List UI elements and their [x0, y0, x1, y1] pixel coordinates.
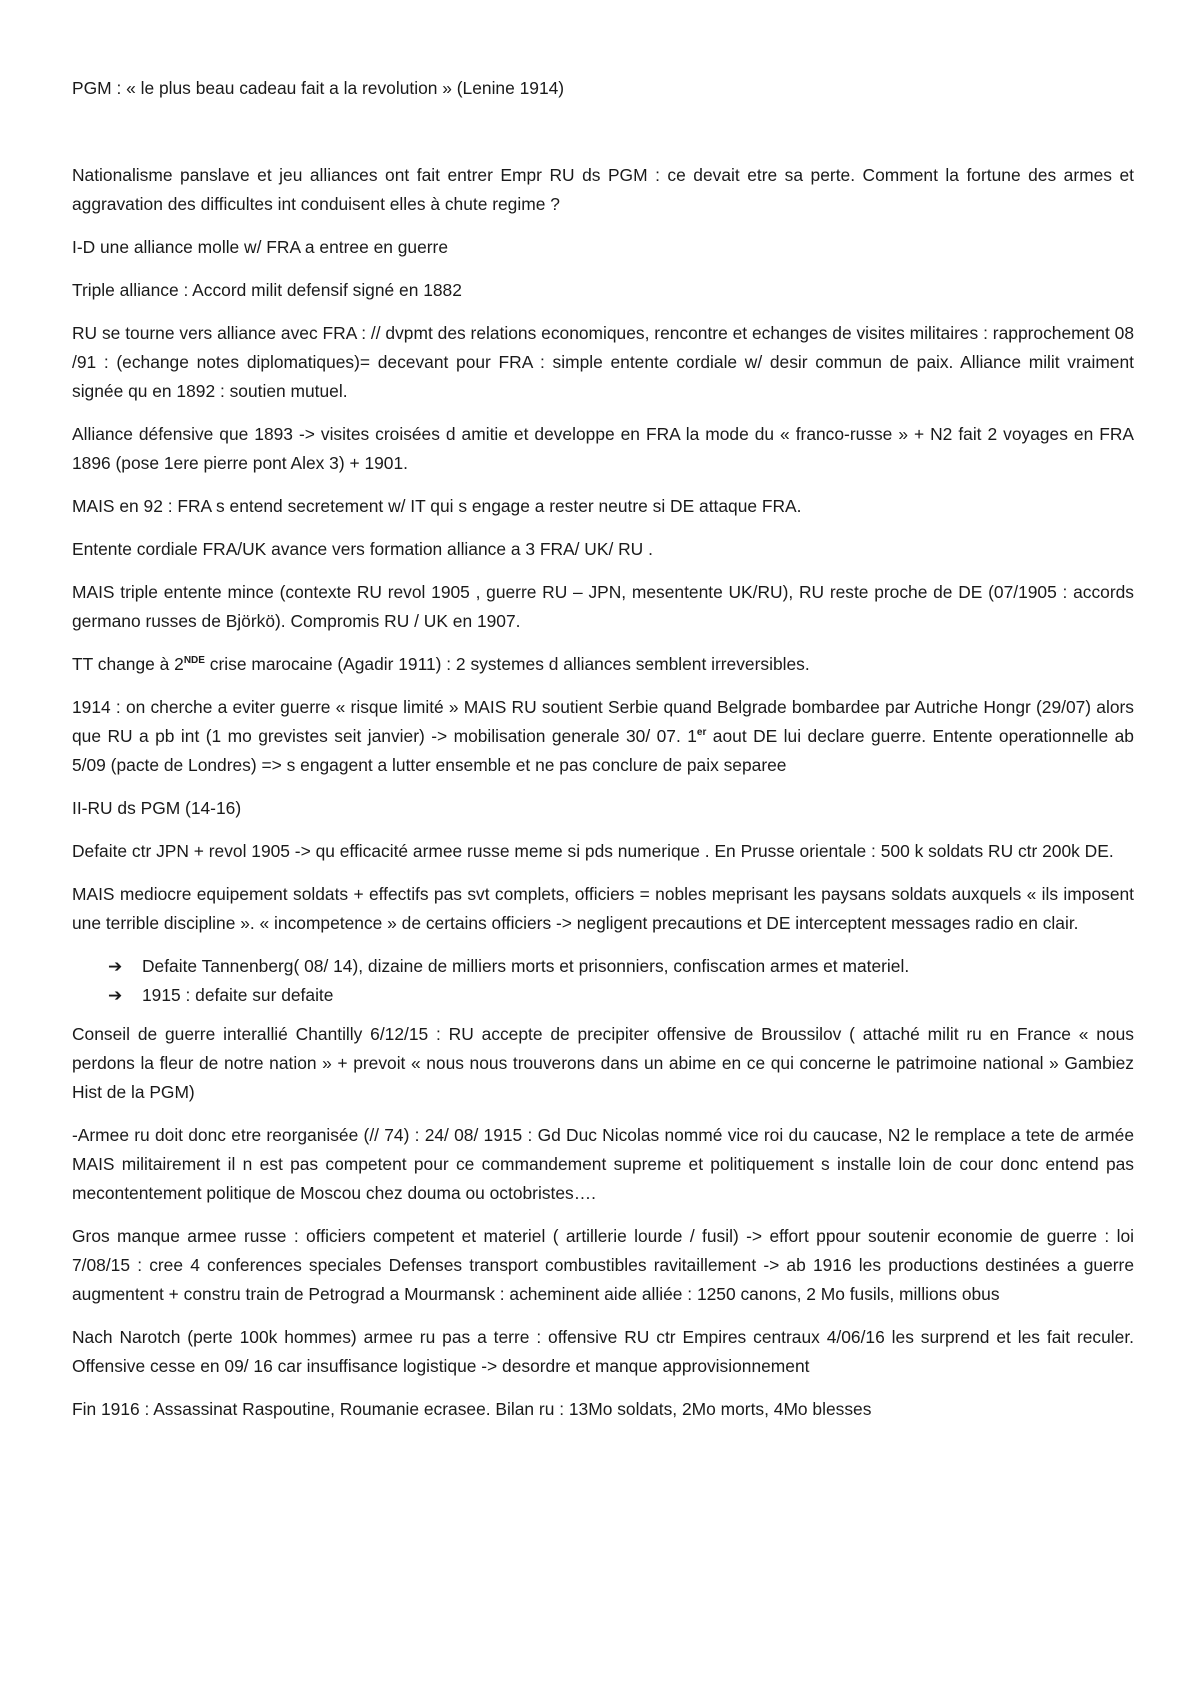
section-heading-1: I-D une alliance molle w/ FRA a entree en guerre [72, 237, 449, 257]
document-title: PGM : « le plus beau cadeau fait a la revolution » (Lenine 1914) [72, 78, 565, 98]
paragraph-nach-narotch: Nach Narotch (perte 100k hommes) armee ru pas a terre : offensive RU ctr Empires centraux 4/06/16 les surprend et les fait reculer. Offensive cesse en 09/ 16 car insuffisance logistique -> desordre et manque approvisionnement [72, 1327, 1134, 1376]
section-heading-2: II-RU ds PGM (14-16) [72, 798, 242, 818]
paragraph-1914 [72, 693, 1134, 780]
paragraph-alliance-defensive: Alliance défensive que 1893 -> visites croisées d amitie et developpe en FRA la mode du « franco-russe » + N2 fait 2 voyages en FRA 1896 (pose 1ere pierre pont Alex 3) + 1901. [72, 424, 1134, 473]
paragraph-mais-92: MAIS en 92 : FRA s entend secretement w/ IT qui s engage a rester neutre si DE attaque FRA. [72, 496, 802, 516]
arrow-right-icon: ➔ [108, 986, 123, 1005]
list-item-text: Defaite Tannenberg( 08/ 14), dizaine de milliers morts et prisonniers, confiscation armes et materiel. [142, 956, 910, 976]
p1914-superscript: er [696, 727, 707, 738]
paragraph-conseil: Conseil de guerre interallié Chantilly 6/12/15 : RU accepte de precipiter offensive de Broussilov ( attaché milit ru en France « nous perdons la fleur de notre nation » + prevoit « nous nous trouverons dans un abime en ce qui concerne le patrimoine national » Gambiez Hist de la PGM) [72, 1024, 1134, 1102]
paragraph-entente-cordiale: Entente cordiale FRA/UK avance vers formation alliance a 3 FRA/ UK/ RU . [72, 539, 653, 559]
p1914-text-a: 1914 : on cherche a eviter guerre « risque limité » MAIS RU soutient Serbie quand Belgrade bombardee par Autriche Hongr (29/07) alors que RU a pb int (1 mo grevistes seit janvier) -> mobilisation generale 30/ 07. 1 [72, 697, 1134, 746]
p1914-text-b: aout DE lui declare guerre. Entente operationnelle ab 5/09 (pacte de Londres) => s engagent a lutter ensemble et ne pas conclure de paix separee [72, 726, 1134, 775]
arrow-right-icon: ➔ [108, 957, 123, 976]
paragraph-ru-tourne: RU se tourne vers alliance avec FRA : // dvpmt des relations economiques, rencontre et echanges de visites militaires : rapprochement 08 /91 : (echange notes diplomatiques)= decevant pour FRA : simple entente cordiale w/ desir commun de paix. Alliance milit vraiment signée qu en 1892 : soutien mutuel. [72, 323, 1134, 401]
bullet-list [72, 952, 1134, 1010]
paragraph-armee-reorg: -Armee ru doit donc etre reorganisée (// 74) : 24/ 08/ 1915 : Gd Duc Nicolas nommé vice roi du caucase, N2 le remplace a tete de armée MAIS militairement il n est pas competent pour ce commandement supreme et politiquement s installe loin de cour donc entend pas mecontentement politique de Moscou chez douma ou octobristes…. [72, 1125, 1134, 1203]
list-item [72, 981, 1134, 1010]
tt-change-text-a: TT change à 2 [72, 654, 184, 674]
list-item-text: 1915 : defaite sur defaite [142, 985, 334, 1005]
paragraph-mediocre: MAIS mediocre equipement soldats + effectifs pas svt complets, officiers = nobles meprisant les paysans soldats auxquels « ils imposent une terrible discipline ». « incompetence » de certains officiers -> negligent precautions et DE interceptent messages radio en clair. [72, 884, 1134, 933]
tt-change-text-b: crise marocaine (Agadir 1911) : 2 systemes d alliances semblent irreversibles. [204, 654, 810, 674]
paragraph-triple-alliance: Triple alliance : Accord milit defensif signé en 1882 [72, 280, 462, 300]
paragraph-triple-entente: MAIS triple entente mince (contexte RU revol 1905 , guerre RU – JPN, mesentente UK/RU), RU reste proche de DE (07/1905 : accords germano russes de Björkö). Compromis RU / UK en 1907. [72, 582, 1134, 631]
paragraph-gros-manque: Gros manque armee russe : officiers competent et materiel ( artillerie lourde / fusil) -> effort ppour soutenir economie de guerre : loi 7/08/15 : cree 4 conferences speciales Defenses transport combustibles ravitaillement -> ab 1916 les productions destinées a guerre augmentent + constru train de Petrograd a Mourmansk : acheminent aide alliée : 1250 canons, 2 Mo fusils, millions obus [72, 1226, 1134, 1304]
tt-change-superscript: NDE [183, 655, 205, 666]
paragraph-fin-1916: Fin 1916 : Assassinat Raspoutine, Roumanie ecrasee. Bilan ru : 13Mo soldats, 2Mo morts, 4Mo blesses [72, 1399, 872, 1419]
intro-paragraph: Nationalisme panslave et jeu alliances ont fait entrer Empr RU ds PGM : ce devait etre sa perte. Comment la fortune des armes et aggravation des difficultes int conduisent elles à chute regime ? [72, 165, 1134, 214]
list-item [72, 952, 1134, 981]
paragraph-defaite-jpn: Defaite ctr JPN + revol 1905 -> qu efficacité armee russe meme si pds numerique . En Prusse orientale : 500 k soldats RU ctr 200k DE. [72, 841, 1114, 861]
paragraph-tt-change [72, 650, 1134, 679]
